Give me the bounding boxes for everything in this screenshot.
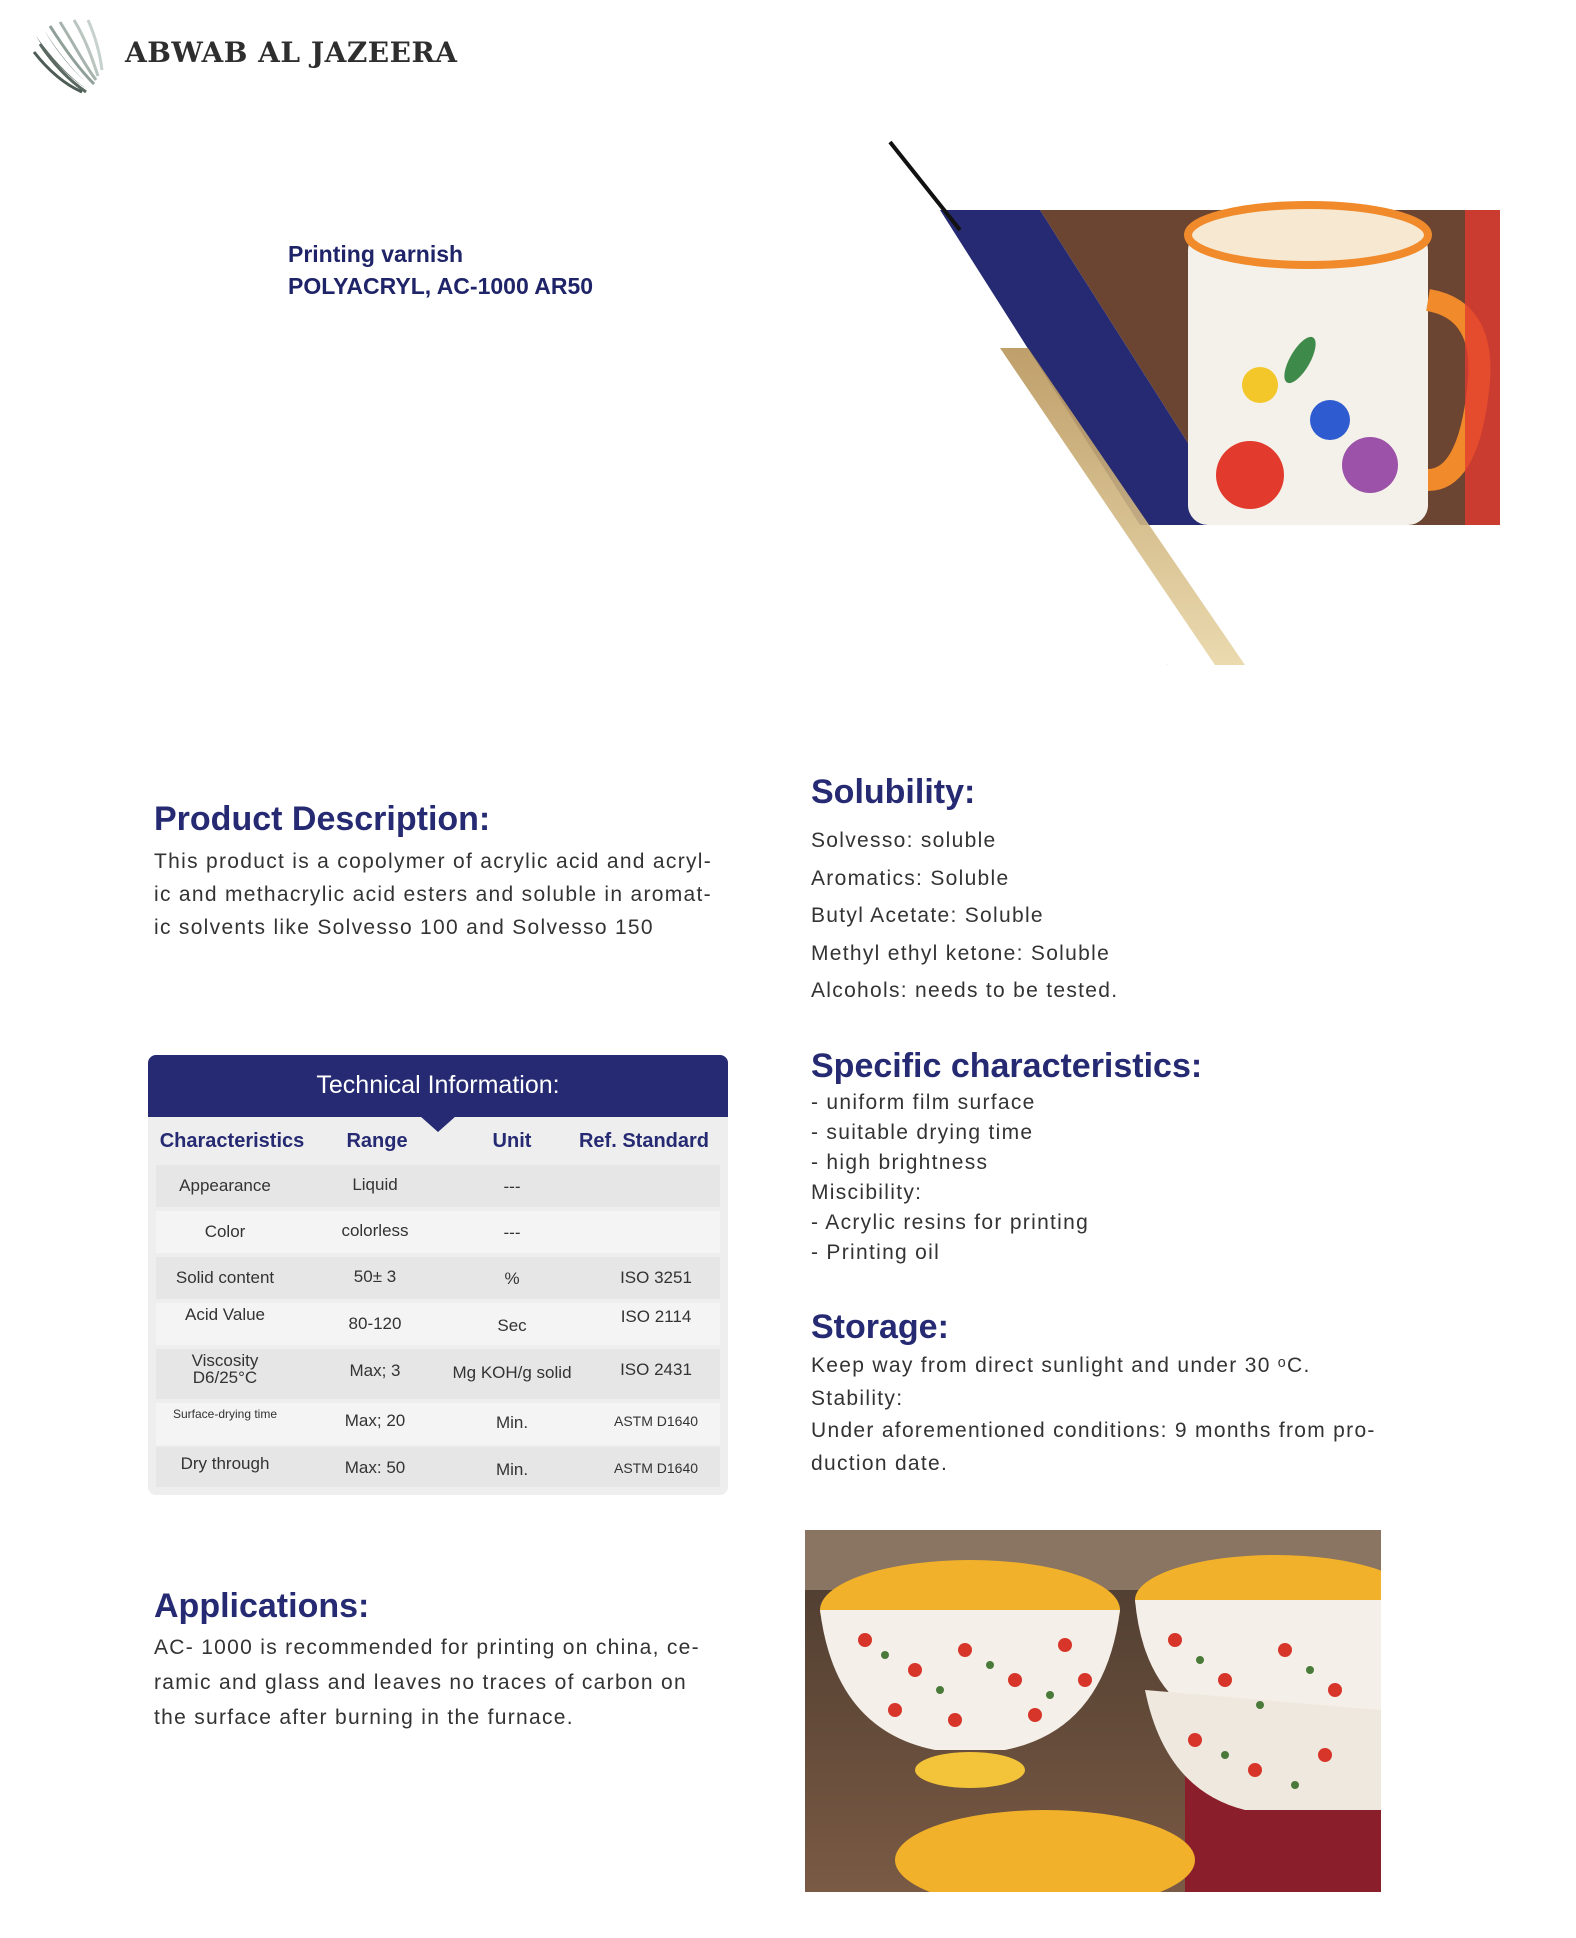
table-cell: 50± 3 bbox=[353, 1267, 397, 1286]
product-name: POLYACRYL, AC-1000 AR50 bbox=[288, 273, 594, 299]
table-cell: Dry through bbox=[180, 1454, 270, 1473]
table-cell: Min. bbox=[495, 1413, 529, 1432]
table-cell: Max; 20 bbox=[344, 1411, 406, 1430]
table-cell: Min. bbox=[495, 1460, 529, 1479]
list-item: - Acrylic resins for printing bbox=[811, 1211, 1090, 1234]
list-item: Miscibility: bbox=[811, 1181, 923, 1204]
product-category: Printing varnish bbox=[288, 241, 464, 267]
column-header: Ref. Standard bbox=[578, 1130, 710, 1152]
text-line: duction date. bbox=[811, 1451, 949, 1475]
table-cell: Surface-drying time bbox=[172, 1407, 278, 1421]
table-cell: Sec bbox=[497, 1316, 527, 1335]
table-cell: ISO 2114 bbox=[620, 1307, 692, 1326]
table-cell: % bbox=[504, 1269, 520, 1288]
table-cell: Max; 3 bbox=[349, 1361, 401, 1380]
column-header: Characteristics bbox=[159, 1130, 305, 1152]
storage-text bbox=[811, 1350, 1431, 1480]
solubility-heading: Solubility: bbox=[811, 773, 976, 811]
table-cell: Solid content bbox=[175, 1268, 275, 1287]
column-header: Unit bbox=[492, 1130, 532, 1152]
list-item: Solvesso: soluble bbox=[811, 829, 997, 852]
specific-characteristics-heading: Specific characteristics: bbox=[811, 1047, 1203, 1085]
hero-title bbox=[288, 238, 593, 302]
table-cell: colorless bbox=[341, 1221, 409, 1240]
text-line: Under aforementioned conditions: 9 months from pro- bbox=[811, 1419, 1376, 1442]
hero-banner-image bbox=[0, 130, 1576, 690]
list-item: Methyl ethyl ketone: Soluble bbox=[811, 941, 1111, 965]
brand-logo-icon bbox=[30, 18, 110, 94]
list-item: Alcohols: needs to be tested. bbox=[811, 979, 1119, 1002]
table-cell: Mg KOH/g solid bbox=[452, 1363, 572, 1382]
table-cell: ASTM D1640 bbox=[613, 1413, 699, 1429]
specific-characteristics-list bbox=[811, 1088, 1431, 1268]
text-line: This product is a copolymer of acrylic acid and acryl- bbox=[154, 850, 713, 873]
list-item: - uniform film surface bbox=[811, 1091, 1036, 1114]
column-header: Range bbox=[346, 1130, 408, 1152]
text-line: the surface after burning in the furnace. bbox=[154, 1706, 574, 1729]
product-description-text bbox=[154, 845, 744, 944]
list-item: - high brightness bbox=[811, 1151, 989, 1174]
list-item: Butyl Acetate: Soluble bbox=[811, 904, 1044, 927]
table-cell: Acid Value bbox=[184, 1305, 266, 1324]
text-line: Stability: bbox=[811, 1386, 904, 1410]
brand-name: ABWAB AL JAZEERA bbox=[125, 36, 458, 69]
applications-text bbox=[154, 1630, 744, 1735]
solubility-list bbox=[811, 822, 1431, 1010]
text-line: ic solvents like Solvesso 100 and Solvesso 150 bbox=[154, 916, 654, 939]
product-description-heading: Product Description: bbox=[154, 800, 491, 838]
table-title: Technical Information: bbox=[148, 1055, 728, 1117]
table-cell: --- bbox=[503, 1177, 521, 1196]
ceramic-bowls-photo bbox=[805, 1530, 1381, 1892]
list-item: - Printing oil bbox=[811, 1241, 941, 1264]
list-item: Aromatics: Soluble bbox=[811, 866, 1010, 890]
table-cell: Color bbox=[204, 1222, 246, 1241]
applications-heading: Applications: bbox=[154, 1587, 370, 1625]
list-item: - suitable drying time bbox=[811, 1121, 1034, 1144]
storage-heading: Storage: bbox=[811, 1308, 949, 1346]
technical-information-table bbox=[148, 1055, 728, 1495]
table-cell: ASTM D1640 bbox=[613, 1460, 699, 1476]
text-line: ramic and glass and leaves no traces of carbon on bbox=[154, 1671, 687, 1694]
title-notch bbox=[420, 1116, 456, 1132]
text-line: AC- 1000 is recommended for printing on china, ce- bbox=[154, 1636, 700, 1659]
text-line: ic and methacrylic acid esters and soluble in aromat- bbox=[154, 883, 712, 906]
table-cell: --- bbox=[503, 1223, 521, 1242]
table-cell: Viscosity D6/25°C bbox=[191, 1351, 259, 1387]
text-line: Keep way from direct sunlight and under 30 ᵒC. bbox=[811, 1354, 1311, 1377]
table-cell: Appearance bbox=[179, 1176, 271, 1195]
table-cell: Liquid bbox=[352, 1175, 398, 1194]
table-cell: ISO 2431 bbox=[620, 1360, 692, 1379]
table-cell: 80-120 bbox=[348, 1314, 402, 1333]
table-cell: Max: 50 bbox=[344, 1458, 406, 1477]
table-cell: ISO 3251 bbox=[620, 1268, 692, 1287]
